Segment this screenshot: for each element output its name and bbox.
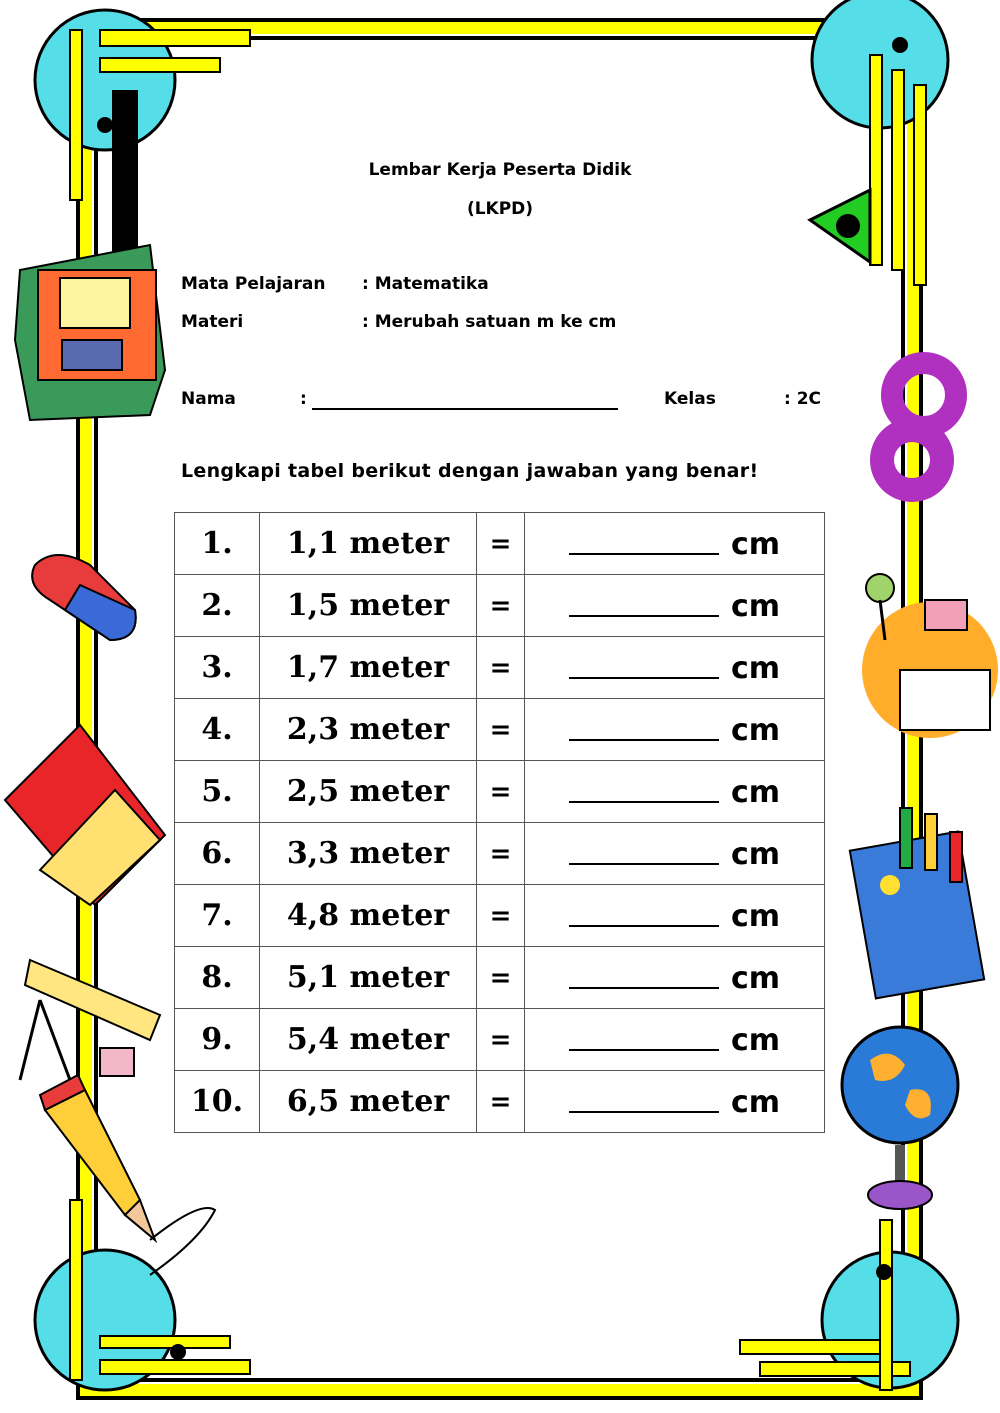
unit-label: cm: [730, 1084, 781, 1120]
row-number: 7.: [175, 885, 260, 947]
meter-value: 1,7 meter: [260, 637, 477, 699]
topic-value: : Merubah satuan m ke cm: [362, 312, 617, 332]
answer-blank[interactable]: [569, 801, 719, 803]
equals-sign: =: [477, 575, 525, 637]
desk-supplies-clipart: [862, 574, 998, 738]
corner-top-right: [810, 0, 948, 285]
unit-label: cm: [730, 712, 781, 748]
equals-sign: =: [477, 699, 525, 761]
subject-value: : Matematika: [362, 274, 489, 294]
meter-value: 2,5 meter: [260, 761, 477, 823]
name-field[interactable]: [312, 408, 618, 410]
class-value: : 2C: [784, 389, 822, 409]
meter-value: 1,1 meter: [260, 513, 477, 575]
instruction-text: Lengkapi tabel berikut dengan jawaban yang benar!: [181, 460, 759, 482]
answer-blank[interactable]: [569, 553, 719, 555]
equals-sign: =: [477, 513, 525, 575]
equals-sign: =: [477, 637, 525, 699]
notebook-clipart: [5, 725, 165, 905]
unit-label: cm: [730, 526, 781, 562]
corner-bottom-right: [740, 1220, 958, 1390]
answer-cell: [525, 1009, 825, 1071]
row-number: 1.: [175, 513, 260, 575]
table-row: [175, 1009, 825, 1071]
worksheet-title: Lembar Kerja Peserta Didik: [368, 160, 632, 180]
answer-blank[interactable]: [569, 987, 719, 989]
answer-blank[interactable]: [569, 1111, 719, 1113]
table-row: [175, 761, 825, 823]
table-row: [175, 575, 825, 637]
meter-value: 2,3 meter: [260, 699, 477, 761]
equals-sign: =: [477, 947, 525, 1009]
answer-cell: [525, 575, 825, 637]
unit-label: cm: [730, 898, 781, 934]
table-row: [175, 947, 825, 1009]
equals-sign: =: [477, 1071, 525, 1133]
unit-label: cm: [730, 650, 781, 686]
answer-cell: [525, 637, 825, 699]
table-row: [175, 1071, 825, 1133]
answer-cell: [525, 1071, 825, 1133]
name-colon: :: [300, 389, 307, 409]
meter-value: 5,4 meter: [260, 1009, 477, 1071]
row-number: 4.: [175, 699, 260, 761]
equals-sign: =: [477, 761, 525, 823]
table-row: [175, 513, 825, 575]
row-number: 8.: [175, 947, 260, 1009]
class-label: Kelas: [664, 389, 716, 409]
meter-value: 1,5 meter: [260, 575, 477, 637]
answer-cell: [525, 947, 825, 1009]
equals-sign: =: [477, 885, 525, 947]
globe-clipart: [842, 1027, 958, 1209]
floppy-disk-clipart: [15, 245, 165, 420]
unit-label: cm: [730, 774, 781, 810]
answer-blank[interactable]: [569, 925, 719, 927]
meter-value: 6,5 meter: [260, 1071, 477, 1133]
equals-sign: =: [477, 823, 525, 885]
answer-blank[interactable]: [569, 1049, 719, 1051]
unit-label: cm: [730, 1022, 781, 1058]
answer-blank[interactable]: [569, 677, 719, 679]
unit-label: cm: [730, 960, 781, 996]
table-row: [175, 699, 825, 761]
subject-label: Mata Pelajaran: [181, 274, 326, 294]
unit-label: cm: [730, 588, 781, 624]
meter-value: 3,3 meter: [260, 823, 477, 885]
answer-blank[interactable]: [569, 615, 719, 617]
answer-blank[interactable]: [569, 739, 719, 741]
unit-label: cm: [730, 836, 781, 872]
row-number: 10.: [175, 1071, 260, 1133]
row-number: 3.: [175, 637, 260, 699]
answer-blank[interactable]: [569, 863, 719, 865]
table-row: [175, 637, 825, 699]
answer-cell: [525, 513, 825, 575]
meter-value: 4,8 meter: [260, 885, 477, 947]
conversion-table: [174, 512, 825, 1133]
row-number: 9.: [175, 1009, 260, 1071]
table-row: [175, 885, 825, 947]
meter-value: 5,1 meter: [260, 947, 477, 1009]
row-number: 2.: [175, 575, 260, 637]
answer-cell: [525, 699, 825, 761]
answer-cell: [525, 885, 825, 947]
answer-cell: [525, 823, 825, 885]
row-number: 5.: [175, 761, 260, 823]
name-label: Nama: [181, 389, 236, 409]
row-number: 6.: [175, 823, 260, 885]
answer-cell: [525, 761, 825, 823]
table-row: [175, 823, 825, 885]
worksheet-subtitle: (LKPD): [466, 199, 534, 219]
equals-sign: =: [477, 1009, 525, 1071]
topic-label: Materi: [181, 312, 244, 332]
